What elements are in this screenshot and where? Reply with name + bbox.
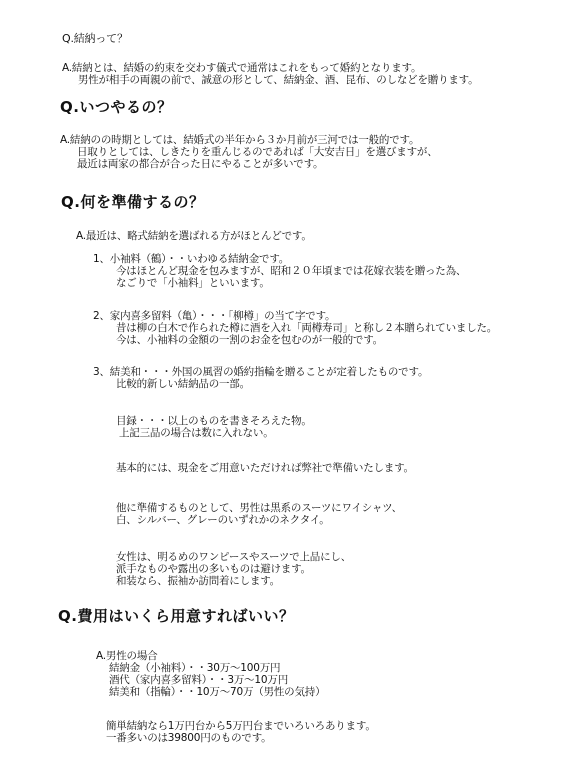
list-item-line: 今はほとんど現金を包みますが、昭和２０年頃までは花嫁衣装を贈った為、 (116, 265, 467, 277)
list-item (93, 253, 289, 265)
note-line: 白、シルバー、グレーのいずれかのネクタイ。 (116, 514, 330, 526)
answer-block (77, 146, 438, 170)
list-item-line: 1、小袖料（鶴）・・いわゆる結納金です。 (93, 253, 290, 265)
answer-line: A.結納のの時期としては、結婚式の半年から３か月前が三河では一般的です。 (60, 134, 420, 146)
note-line: 一番多いのは39800円のものです。 (106, 732, 272, 744)
list-item-line: 今は、小袖料の金額の一割のお金を包むのが一般的です。 (116, 334, 383, 346)
answer-line: 男性が相手の両親の前で、誠意の形として、結納金、酒、昆布、のしなどを贈ります。 (78, 74, 479, 86)
cost-line: 結美和（指輪）・・10万〜70万（男性の気持） (109, 686, 326, 698)
answer-line: 日取りとしては、しきたりを重んじるのであれば「大安吉日」を選びますが、 (77, 146, 438, 158)
answer-intro: A.最近は、略式結納を選ばれる方がほとんどです。 (76, 230, 312, 242)
note-line: 目録・・・以上のものを書きそろえた物。 (116, 415, 312, 427)
question-heading: Q.結納って？ (62, 32, 128, 45)
cost-line: 結納金（小袖料）・・30万〜100万円 (109, 662, 281, 674)
note-line: 他に準備するものとして、男性は黒系のスーツにワイシャツ、 (116, 502, 402, 514)
list-item-detail (116, 265, 466, 289)
note-block (119, 427, 274, 439)
answer-line: A.結納とは、結婚の約束を交わす儀式で通常はこれをもって婚約となります。 (62, 62, 422, 74)
list-item (93, 366, 428, 378)
note-line: 基本的には、現金をご用意いただければ弊社で準備いたします。 (116, 462, 414, 474)
answer-block (60, 134, 419, 146)
note-line: 上記三品の場合は数に入れない。 (119, 427, 274, 439)
answer-block (96, 650, 157, 662)
cost-line: 酒代（家内喜多留料）・・3万〜10万円 (109, 674, 288, 686)
list-item-line: 昔は柳の白木で作られた樽に酒を入れ「両樽寿司」と称し２本贈られていました。 (116, 322, 498, 334)
list-item-line: 比較的新しい結納品の一部。 (116, 378, 250, 390)
question-heading: Q.費用はいくら用意すればいい？ (58, 607, 295, 625)
note-block (116, 415, 312, 427)
list-item-detail (116, 322, 497, 346)
list-item-line: なごりで「小袖料」といいます。 (116, 277, 270, 289)
answer-block (78, 74, 478, 86)
list-item-line: 2、家内喜多留料（亀）・・・「柳樽」の当て字です。 (93, 310, 336, 322)
note-line: 女性は、明るめのワンピースやスーツで上品にし、 (116, 551, 352, 563)
list-item-detail (116, 378, 250, 390)
note-block (116, 502, 402, 526)
question-heading: Q.いつやるの？ (60, 98, 173, 116)
note-line: 派手なものや露出の多いものは避けます。 (116, 563, 311, 575)
answer-line: 最近は両家の都合が合った日にやることが多いです。 (77, 158, 324, 170)
list-item (93, 310, 335, 322)
answer-line: A.男性の場合 (96, 650, 158, 662)
answer-block (62, 62, 421, 74)
list-item-line: 3、結美和・・・外国の風習の婚約指輪を贈ることが定着したものです。 (93, 366, 429, 378)
question-heading: Q.何を準備するの？ (61, 193, 205, 211)
note-block (106, 720, 376, 744)
note-line: 簡単結納なら1万円台から5万円台までいろいろあります。 (106, 720, 376, 732)
note-block (116, 551, 351, 587)
note-block (116, 462, 414, 474)
note-line: 和装なら、振袖か訪問着にします。 (116, 575, 280, 587)
cost-list (109, 662, 325, 698)
